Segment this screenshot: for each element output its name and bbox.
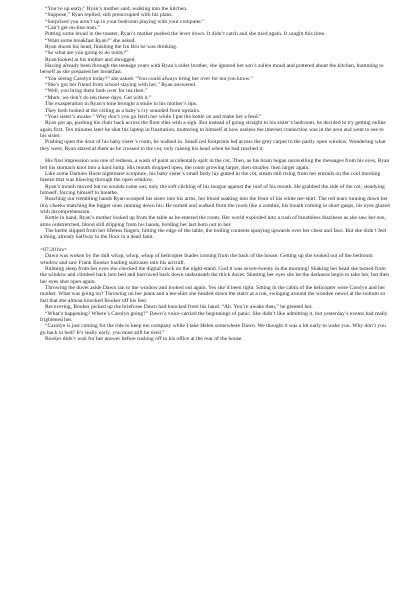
paragraph: “Can’t get on-line man.” — [44, 25, 100, 32]
paragraph: Booker didn’t wait for her answer before rushing off to his office at the rear of the house. — [44, 335, 243, 342]
paragraph: “Your sister’s awake.” Why don’t you go fetch her while I put the kettle on and make her a feed.” — [44, 113, 262, 120]
paragraph: Pushing open the door of his baby sister’s room, he walked in. Small red footprints led across the grey carpet to the partly open window. Wondering what they were, Ryan stared at them as he crossed to the cot, only raising his head when he had reached it. — [40, 139, 386, 152]
paragraph: Having already been through the teenage years with Ryan’s older brother, she ignored her son’s sullen mood and pottered about the kitchen, humming to herself as she prepared her breakfast. — [40, 63, 384, 76]
paragraph: The kettle slipped from her lifeless fingers, hitting the edge of the table, the boiling contents spraying upwards over her chest and face. But she didn’t feel a thing, already halfway to the floor in a dead faint. — [40, 228, 387, 241]
paragraph: “What’s happening? Where’s Carolyn going?” Dawn’s voice carried the beginnings of panic. She didn’t like admitting it, but yesterday’s events had really frightened her. — [40, 310, 388, 323]
paragraph: Ryan got up, pushing his chair back across the floor tiles with a sigh. But instead of going straight to his sister’s bedroom, he decided to try getting online again first. Ten minutes later he shut his laptop in frustration, muttering to himself at how useless the internet connection was in the area and went to see to his sister. — [40, 120, 386, 139]
paragraph: Rubbing sleep from her eyes she checked the digital clock on the night-stand. God it was seven-twenty in the morning! Shaking her head she turned from the window and climbed back into bed and burrowed back down underneath the thick duvet. Shutting her eyes she let the darkness begin to take her, but then her eyes shot open again. — [40, 266, 389, 285]
paragraph: His first impression was one of redness, a wash of paint accidentally spilt in the cot. Then, as his brain began unravelling the messages from his eyes, Ryan felt his stomach knot into a hard lump. His mouth dropped open, the room growing larger, then smaller, then larger again. — [40, 158, 390, 171]
paragraph: “Suppose,” Ryan replied, still preoccupied with his plans. — [44, 12, 173, 19]
paragraph: Putting some bread in the toaster, Ryan’s mother pushed the lever down. It didn’t catch and she tried again. It caught this time. — [44, 31, 326, 38]
paragraph: “So what are you going to do today?” — [44, 50, 129, 57]
paragraph: Dawn was woken by the dull whop, whop, whop of helicopter blades coming from the back of the house. Getting up she looked out of the bedroom window and saw Frank Booker loading suitcases into his aircraft. — [40, 253, 373, 266]
paragraph: The exasperation in Ryan’s tone brought a smile to his mother’s lips. — [44, 101, 198, 108]
paragraph: “She’s got her friend from school staying with her,” Ryan answered. — [44, 82, 197, 89]
paragraph: Throwing the duvet aside Dawn ran to the window and looked out again. Yes she’d been right. Sitting in the cabin of the helicopter were Carolyn and her mother. What was going on? Throwing on her jeans and a tee-shirt she headed down the stairs at a run, swinging around the wooden newel at the bottom so fast that she almost knocked Booker off his feet. — [40, 285, 386, 304]
paragraph: “Surprised you aren’t up in your bedroom playing with your computer.” — [44, 18, 205, 25]
paragraph: “Mum, we don’t do ten these days. Get with it.” — [44, 94, 152, 101]
paragraph: Ryan looked at his mother and shrugged. — [44, 56, 136, 63]
paragraph: Kettle in hand, Ryan’s mother looked up from the table as he entered the room. Her world exploded into a rush of breathless dizziness as she saw her son, arms outstretched, blood still dripping from his hands, holding her last born out to her. — [40, 215, 386, 228]
paragraph: “Want some breakfast Ryan?” she asked. — [44, 37, 136, 44]
paragraph: They both looked at the ceiling as a baby’s cry sounded from upstairs. — [44, 107, 201, 114]
paragraph: “You’re up early,” Ryan’s mother said, walking into the kitchen. — [44, 6, 188, 12]
paragraph: “Carolyn is just coming for the ride to keep me company while I take Helen somewhere Dawn. We thought it was a bit early to wake you. Why don’t you go back to bed? It’s really early, you must still be tired.” — [40, 323, 386, 336]
paragraph: “Well, you bring them both over for tea then.” — [44, 88, 148, 95]
paragraph: Ryan’s mouth moved but no sounds came out, only the soft clicking of his tongue against the roof of his mouth. He grabbed the side of the cot, steadying himself, forcing himself to breathe. — [40, 183, 385, 196]
paragraph: Ryan shook his head, finishing the Irn Bru he was drinking. — [44, 44, 178, 51]
paragraph: =07:20 hrs= — [40, 247, 68, 254]
paragraph: “You seeing Carolyn today?” she asked. “You could always bring her over for tea you know.” — [44, 75, 253, 82]
paragraph: Like some Damien Hurst nightmare sculpture, his baby sister’s small body lay gutted in the cot, steam still rising from her entrails on the cool morning breeze that was blowing through the open window. — [40, 170, 381, 184]
paragraph: Reaching our trembling hands Ryan scooped his sister into his arms, her blood soaking into the front of his white tee-shirt. The red tears running down her tiny cheeks matching the bigger ones running down his. He turned and walked from the room like a zombie, his breath coming in short gasps, his eyes glazed with incomprehension. — [40, 196, 390, 215]
paragraph: Recovering, Booker picked up the briefcase Dawn had knocked from his hand. “Ah. You’re awake then,” he greeted her. — [44, 304, 313, 311]
